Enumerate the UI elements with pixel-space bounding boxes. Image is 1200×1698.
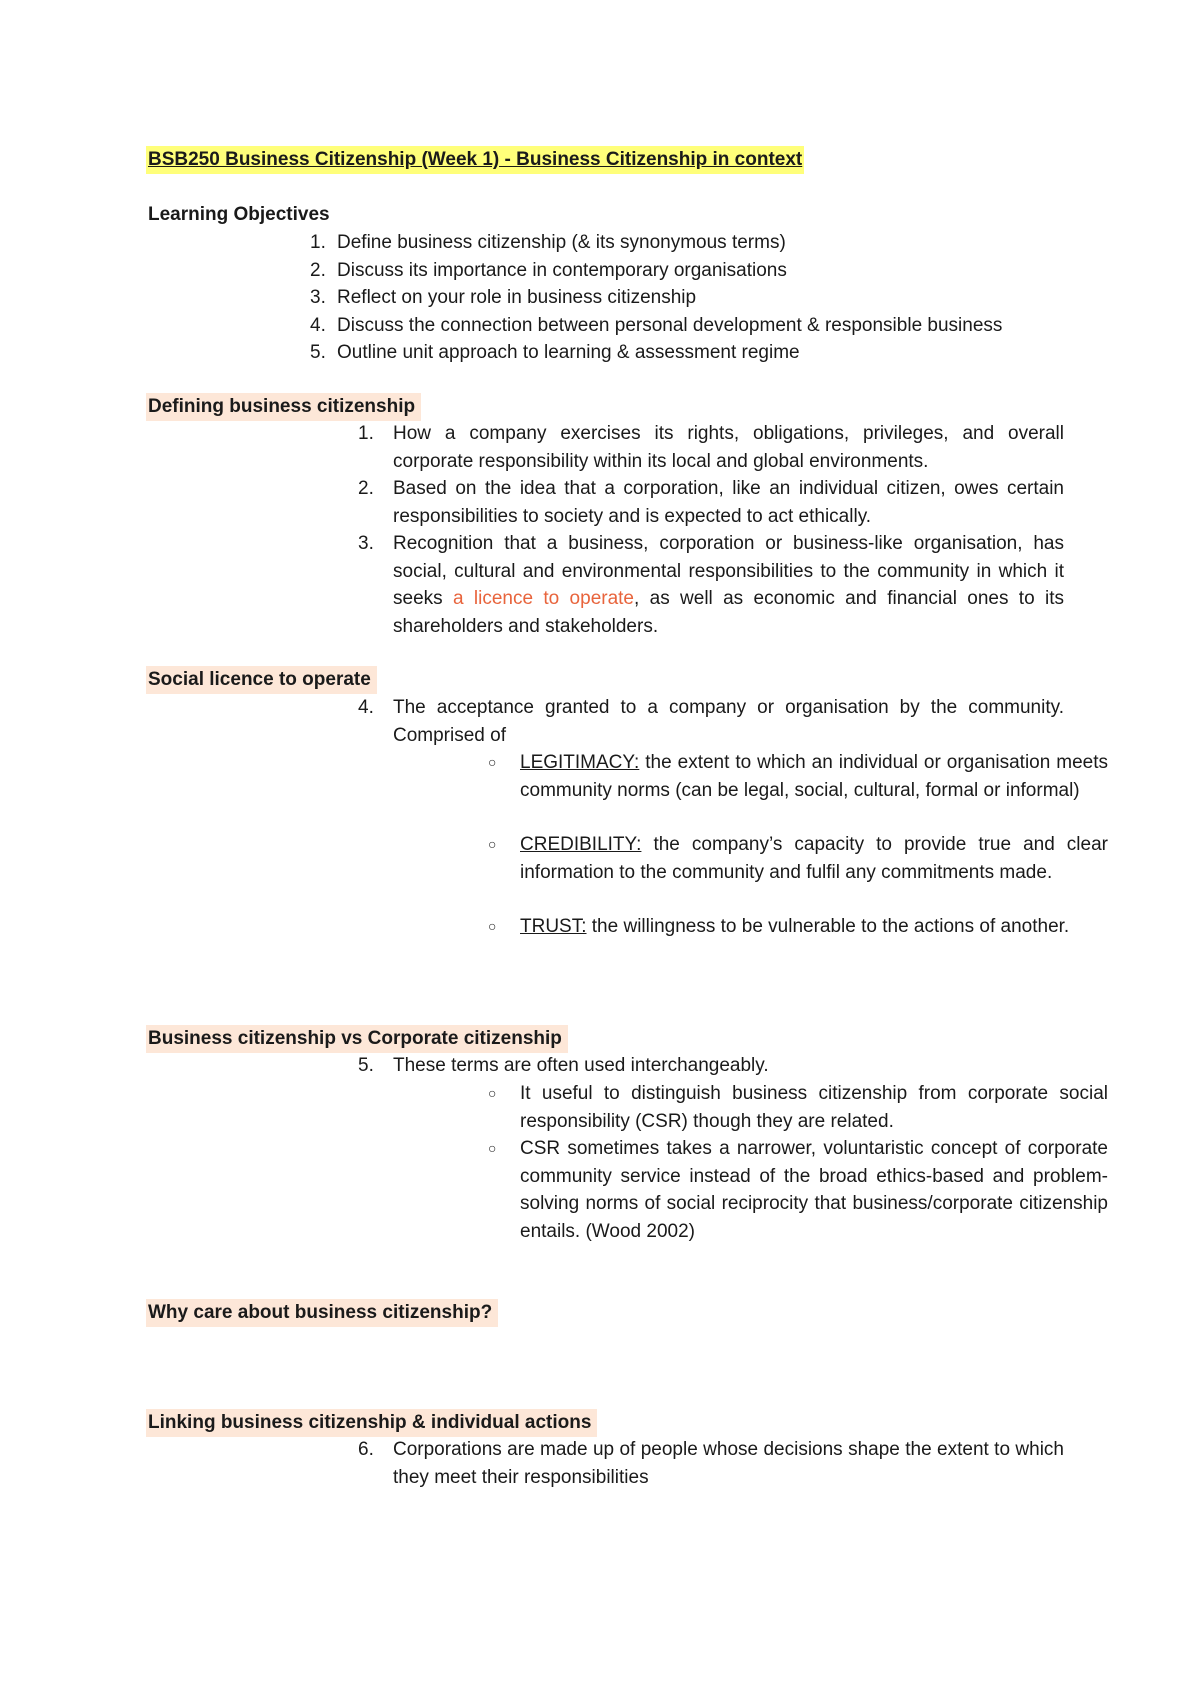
item-text: Outline unit approach to learning & assessment regime — [337, 342, 800, 363]
list-item — [310, 339, 1110, 367]
item-number: 1. — [310, 232, 326, 253]
term-description: the willingness to be vulnerable to the actions of another. — [586, 916, 1070, 937]
list-item — [310, 257, 1110, 285]
item-number: 6. — [358, 1439, 374, 1460]
term-label: LEGITIMACY: — [520, 752, 640, 773]
heading-social-licence: Social licence to operate — [146, 666, 377, 694]
sub-list-item-legitimacy — [488, 749, 1108, 804]
sub-list-item-trust — [488, 913, 1108, 941]
heading-learning-objectives: Learning Objectives — [148, 204, 330, 225]
list-item — [310, 284, 1110, 312]
circle-bullet-icon: ○ — [488, 836, 497, 852]
item-text: Reflect on your role in business citizenship — [337, 287, 697, 308]
sub-list-item — [488, 1080, 1108, 1135]
item-number: 4. — [310, 314, 326, 336]
list-item — [358, 420, 1064, 475]
learning-objectives-list — [310, 229, 1110, 367]
item-number: 5. — [358, 1055, 374, 1076]
sub-list-item — [488, 1135, 1108, 1245]
item-text: Corporations are made up of people whose decisions shape the extent to which they meet their responsibilities — [393, 1439, 1064, 1488]
list-item — [358, 1436, 1064, 1491]
item-text: Based on the idea that a corporation, like an individual citizen, owes certain responsibilities to society and is expected to act ethically. — [393, 478, 1064, 527]
item-number: 3. — [358, 533, 374, 554]
term-description: the extent to which an individual or organisation meets community norms (can be legal, social, cultural, formal or informal) — [520, 752, 1108, 801]
item-number: 3. — [310, 287, 326, 308]
circle-bullet-icon: ○ — [488, 754, 497, 770]
item-number: 5. — [310, 342, 326, 363]
heading-linking: Linking business citizenship & individual actions — [146, 1409, 597, 1437]
list-item — [310, 229, 1110, 257]
list-item — [358, 530, 1064, 640]
item-text-continued: , as well as economic and financial ones to its shareholders and stakeholders. — [393, 588, 1064, 637]
term-label: CREDIBILITY: — [520, 834, 642, 855]
term-label: TRUST: — [520, 916, 587, 937]
item-number: 4. — [358, 697, 374, 718]
list-item — [358, 1052, 1064, 1080]
item-text: These terms are often used interchangeably. — [393, 1055, 769, 1076]
item-number: 2. — [358, 478, 374, 499]
list-item — [358, 475, 1064, 530]
item-text: Discuss the connection between personal development & responsible business — [337, 314, 1003, 336]
heading-bc-vs-cc: Business citizenship vs Corporate citizenship — [146, 1025, 568, 1053]
item-text: Recognition that a business, corporation or business-like organisation, has social, cultural and environmental responsibilities to the community in which it seeks — [393, 533, 1064, 609]
circle-bullet-icon: ○ — [488, 918, 497, 934]
item-text: Define business citizenship (& its synonymous terms) — [337, 232, 786, 253]
licence-to-operate-link-text: a licence to operate — [452, 588, 635, 609]
list-item — [310, 312, 1110, 340]
sub-item-text: It useful to distinguish business citizenship from corporate social responsibility (CSR) though they are related. — [520, 1083, 1108, 1132]
circle-bullet-icon: ○ — [488, 1085, 497, 1101]
heading-defining-business-citizenship: Defining business citizenship — [146, 393, 421, 421]
heading-why-care: Why care about business citizenship? — [146, 1299, 498, 1327]
list-item — [358, 694, 1064, 749]
circle-bullet-icon: ○ — [488, 1140, 497, 1156]
sub-item-text: CSR sometimes takes a narrower, voluntaristic concept of corporate community service instead of the broad ethics-based and problem-solving norms of social reciprocity that business/corporate citizenship entails. (Wood 2002) — [520, 1138, 1108, 1242]
item-number: 2. — [310, 259, 326, 281]
item-text: How a company exercises its rights, obligations, privileges, and overall corporate responsibility within its local and global environments. — [393, 423, 1064, 472]
item-number: 1. — [358, 423, 374, 444]
item-text: The acceptance granted to a company or organisation by the community. Comprised of — [393, 697, 1064, 746]
item-text: Discuss its importance in contemporary organisations — [337, 259, 787, 281]
document-title: BSB250 Business Citizenship (Week 1) - Business Citizenship in context — [146, 146, 804, 174]
sub-list-item-credibility — [488, 831, 1108, 886]
term-description: the company’s capacity to provide true and clear information to the community and fulfil any commitments made. — [520, 834, 1108, 883]
